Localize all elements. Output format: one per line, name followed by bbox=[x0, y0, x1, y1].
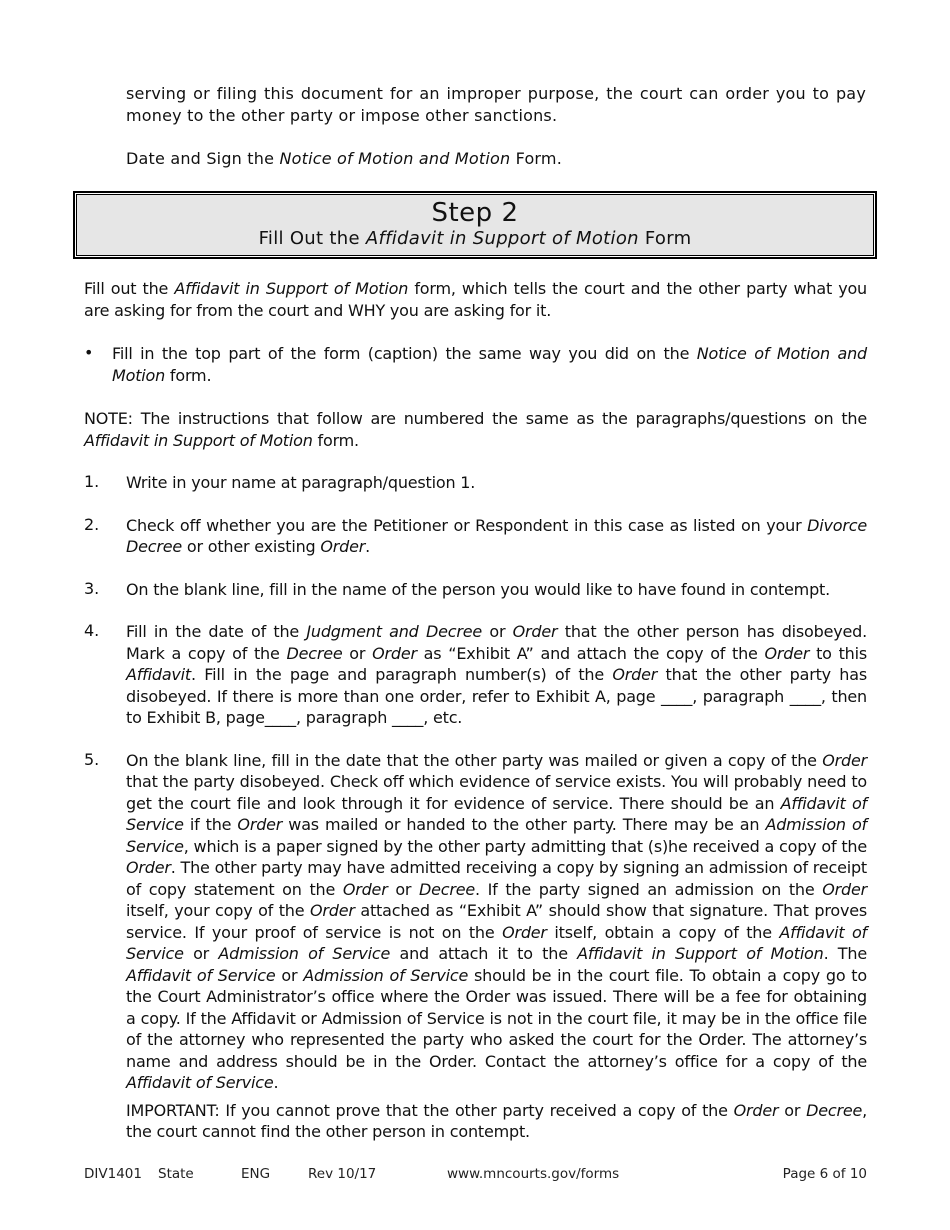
item-text: On the blank line, fill in the date that the other party was mailed or given a copy of the Order that the party disobeyed. Check off which evidence of service exists. You will probably need to get the court file and look through it for evidence of service. There should be an Affidavit of Service if the Order was mailed or handed to the other party. There may be an Admission of Service, which is a paper signed by the other party admitting that (s)he received a copy of the Order. The other party may have admitted receiving a copy by signing an admission of receipt of copy statement on the Order or Decree. If the party signed an admission on the Order itself, your copy of the Order attached as “Exhibit A” should show that signature. That proves service. If your proof of service is not on the Order itself, obtain a copy of the Affidavit of Service or Admission of Service and attach it to the Affidavit in Support of Motion. The Affidavit of Service or Admission of Service should be in the court file. To obtain a copy go to the Court Administrator’s office where the Order was issued. There will be a fee for obtaining a copy. If the Affidavit or Admission of Service is not in the court file, it may be in the office file of the attorney who represented the party who asked the court for the Order. The attorney’s name and address should be in the Order. Contact the attorney’s office for a copy of the Affidavit of Service. bbox=[126, 750, 867, 1092]
page-number: Page 6 of 10 bbox=[782, 1166, 867, 1182]
list-item bbox=[84, 621, 867, 729]
instructions-body bbox=[84, 278, 867, 1143]
caption-bullet: • Fill in the top part of the form (caption) the same way you did on the Notice of Motion and Motion form. bbox=[84, 343, 867, 385]
item-number: 3. bbox=[84, 578, 100, 598]
item-number: 4. bbox=[84, 621, 100, 640]
important-note: IMPORTANT: If you cannot prove that the other party received a copy of the Order or Decree, the court cannot find the other person in contempt. bbox=[126, 1100, 867, 1141]
list-item bbox=[84, 472, 867, 494]
form-revision: Rev 10/17 bbox=[308, 1166, 377, 1182]
step-title: Step 2 bbox=[431, 198, 519, 228]
item-text: Check off whether you are the Petitioner or Respondent in this case as listed on your Divorce Decree or other existing Order. bbox=[126, 515, 867, 556]
step-subtitle: Fill Out the Affidavit in Support of Motion Form bbox=[258, 228, 692, 249]
item-number: 5. bbox=[84, 749, 100, 769]
item-number: 1. bbox=[84, 472, 100, 491]
item-text: Write in your name at paragraph/question 1. bbox=[126, 473, 476, 492]
item-text: On the blank line, fill in the name of the person you would like to have found in contempt. bbox=[126, 579, 830, 599]
list-item bbox=[84, 515, 867, 558]
form-language: ENG bbox=[241, 1166, 271, 1182]
page-footer bbox=[84, 1166, 867, 1186]
fill-out-paragraph: Fill out the Affidavit in Support of Motion form, which tells the court and the other party what you are asking for from the court and WHY you are asking for it. bbox=[84, 279, 867, 320]
form-id: DIV1401 bbox=[84, 1166, 142, 1182]
intro-section bbox=[126, 83, 866, 170]
list-item bbox=[84, 579, 867, 601]
forms-url[interactable]: www.mncourts.gov/forms bbox=[447, 1166, 620, 1182]
bullet-icon: • bbox=[84, 343, 94, 362]
form-state: State bbox=[158, 1166, 194, 1182]
note-paragraph: NOTE: The instructions that follow are numbered the same as the paragraphs/questions on the Affidavit in Support of Motion form. bbox=[84, 409, 867, 450]
list-item bbox=[84, 750, 867, 1094]
date-sign-instruction: Date and Sign the Notice of Motion and Motion Form. bbox=[126, 149, 563, 168]
step-header-box bbox=[73, 191, 877, 259]
sanctions-paragraph: serving or filing this document for an improper purpose, the court can order you to pay money to the other party or impose other sanctions. bbox=[126, 84, 866, 125]
item-text: Fill in the date of the Judgment and Decree or Order that the other person has disobeyed. Mark a copy of the Decree or Order as “Exhibit A” and attach the copy of the Order to this Affidavit. Fill in the page and paragraph number(s) of the Order that the other party has disobeyed. If there is more than one order, refer to Exhibit A, page ____, paragraph ____, then to Exhibit B, page____, paragraph ____, etc. bbox=[126, 622, 868, 727]
item-number: 2. bbox=[84, 514, 100, 534]
